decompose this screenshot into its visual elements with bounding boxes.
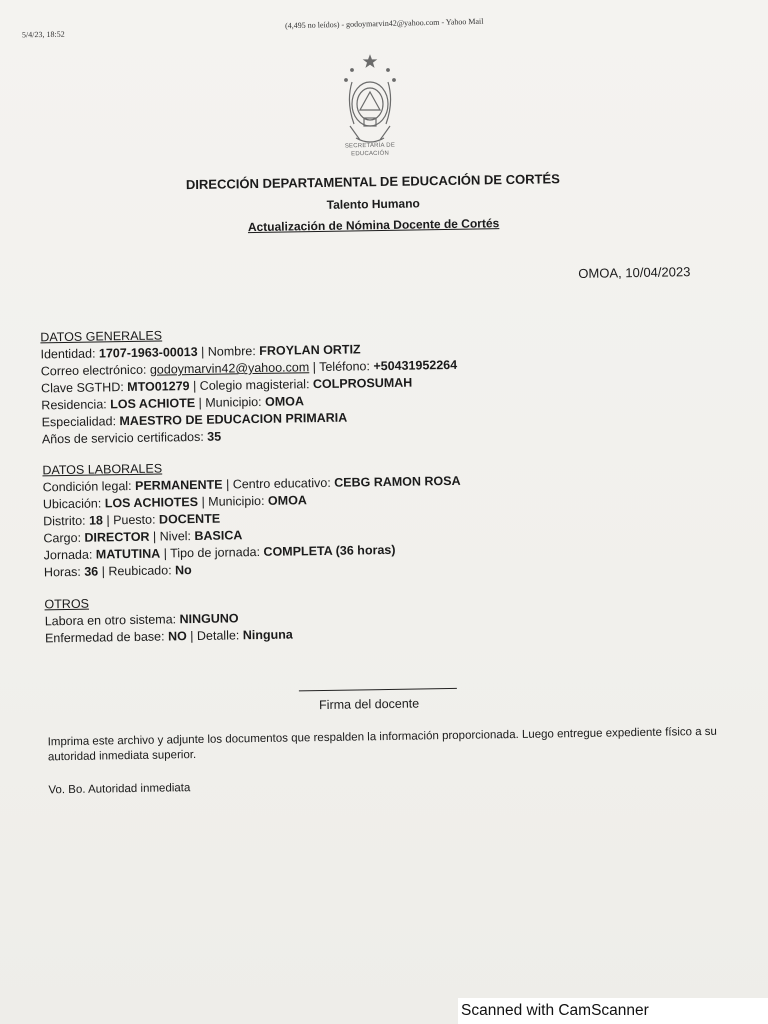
field-value-municipio: OMOA bbox=[264, 394, 305, 409]
seal-caption-line1: SECRETARÍA DE bbox=[344, 142, 396, 150]
section-heading: DATOS GENERALES bbox=[40, 328, 163, 345]
print-header-title: (4,495 no leídos) - godoymarvin42@yahoo.com - Yahoo Mail bbox=[284, 16, 484, 31]
signature-line bbox=[299, 688, 457, 691]
field-label: | Colegio magisterial: bbox=[189, 377, 314, 394]
field-value-labora: NINGUNO bbox=[179, 611, 239, 627]
vobo-label: Vo. Bo. Autoridad inmediata bbox=[48, 782, 191, 797]
field-label: Ubicación: bbox=[42, 496, 105, 512]
field-label: Horas: bbox=[43, 564, 85, 580]
field-value-cargo: DIRECTOR bbox=[84, 529, 150, 545]
document-subtitle: Talento Humano bbox=[326, 196, 420, 212]
field-value-colegio: COLPROSUMAH bbox=[312, 375, 413, 392]
camscanner-watermark: Scanned with CamScanner bbox=[458, 998, 768, 1024]
field-value-identidad: 1707-1963-00013 bbox=[98, 344, 198, 361]
field-label: | Tipo de jornada: bbox=[160, 544, 264, 561]
field-label: Identidad: bbox=[40, 346, 100, 362]
section-datos-laborales bbox=[42, 456, 462, 582]
field-value-nombre: FROYLAN ORTIZ bbox=[259, 342, 361, 358]
field-value-municipio: OMOA bbox=[267, 493, 307, 508]
field-label: | Nivel: bbox=[149, 529, 195, 544]
field-value-distrito: 18 bbox=[88, 513, 104, 528]
field-value-telefono: +50431952264 bbox=[373, 357, 458, 374]
field-label: Cargo: bbox=[43, 530, 85, 546]
section-otros bbox=[44, 592, 293, 647]
field-label: | Teléfono: bbox=[309, 359, 374, 375]
field-label: Clave SGTHD: bbox=[40, 380, 128, 396]
field-value-correo: godoymarvin42@yahoo.com bbox=[149, 360, 310, 377]
field-label: Correo electrónico: bbox=[40, 362, 151, 379]
field-label: | Detalle: bbox=[186, 628, 243, 644]
document-subtitle-underlined: Actualización de Nómina Docente de Cortés bbox=[247, 216, 500, 235]
field-label: Residencia: bbox=[41, 397, 111, 413]
section-datos-generales bbox=[40, 323, 458, 449]
field-value-detalle: Ninguna bbox=[242, 627, 293, 643]
field-label: Años de servicio certificados: bbox=[41, 429, 208, 447]
field-value-reubicado: No bbox=[174, 563, 192, 578]
field-label: Labora en otro sistema: bbox=[44, 612, 180, 629]
field-row-enfermedad bbox=[45, 626, 293, 647]
field-value-horas: 36 bbox=[84, 564, 99, 579]
document-title: DIRECCIÓN DEPARTAMENTAL DE EDUCACIÓN DE CORTÉS bbox=[185, 171, 560, 193]
field-value-anos: 35 bbox=[207, 429, 222, 444]
field-value-centro: CEBG RAMON ROSA bbox=[334, 473, 461, 490]
field-label: Jornada: bbox=[43, 547, 96, 563]
field-value-residencia: LOS ACHIOTE bbox=[110, 395, 196, 412]
field-label: Especialidad: bbox=[41, 414, 120, 430]
field-label: Enfermedad de base: bbox=[44, 629, 169, 646]
field-label: Distrito: bbox=[43, 513, 90, 529]
field-value-clave: MTO01279 bbox=[127, 379, 190, 395]
seal-caption-line2: EDUCACIÓN bbox=[351, 150, 390, 158]
field-value-especialidad: MAESTRO DE EDUCACION PRIMARIA bbox=[119, 410, 348, 429]
field-label: | Centro educativo: bbox=[222, 475, 335, 492]
print-timestamp: 5/4/23, 18:52 bbox=[21, 29, 65, 40]
field-value-jornada: MATUTINA bbox=[95, 546, 161, 562]
seal-caption bbox=[330, 141, 410, 158]
place-date: OMOA, 10/04/2023 bbox=[578, 264, 691, 281]
field-value-tipo-jornada: COMPLETA (36 horas) bbox=[263, 542, 396, 559]
field-label: | Puesto: bbox=[102, 512, 160, 528]
section-heading: OTROS bbox=[44, 596, 90, 612]
field-value-enfermedad: NO bbox=[167, 629, 187, 644]
instructions-note: Imprima este archivo y adjunte los documentos que respalden la información proporcionada. Luego entregue expediente físico a su autoridad inmediata superior. bbox=[47, 725, 718, 764]
field-label: | Nombre: bbox=[197, 343, 260, 359]
signature-label: Firma del docente bbox=[319, 696, 420, 713]
field-value-condicion: PERMANENTE bbox=[134, 477, 223, 493]
field-label: | Municipio: bbox=[195, 394, 266, 410]
field-label: | Municipio: bbox=[197, 493, 269, 509]
field-label: | Reubicado: bbox=[98, 563, 176, 579]
field-value-nivel: BASICA bbox=[194, 528, 243, 544]
section-heading: DATOS LABORALES bbox=[42, 461, 163, 478]
field-value-ubicacion: LOS ACHIOTES bbox=[104, 494, 199, 511]
field-value-puesto: DOCENTE bbox=[158, 511, 221, 527]
field-label: Condición legal: bbox=[42, 478, 136, 495]
